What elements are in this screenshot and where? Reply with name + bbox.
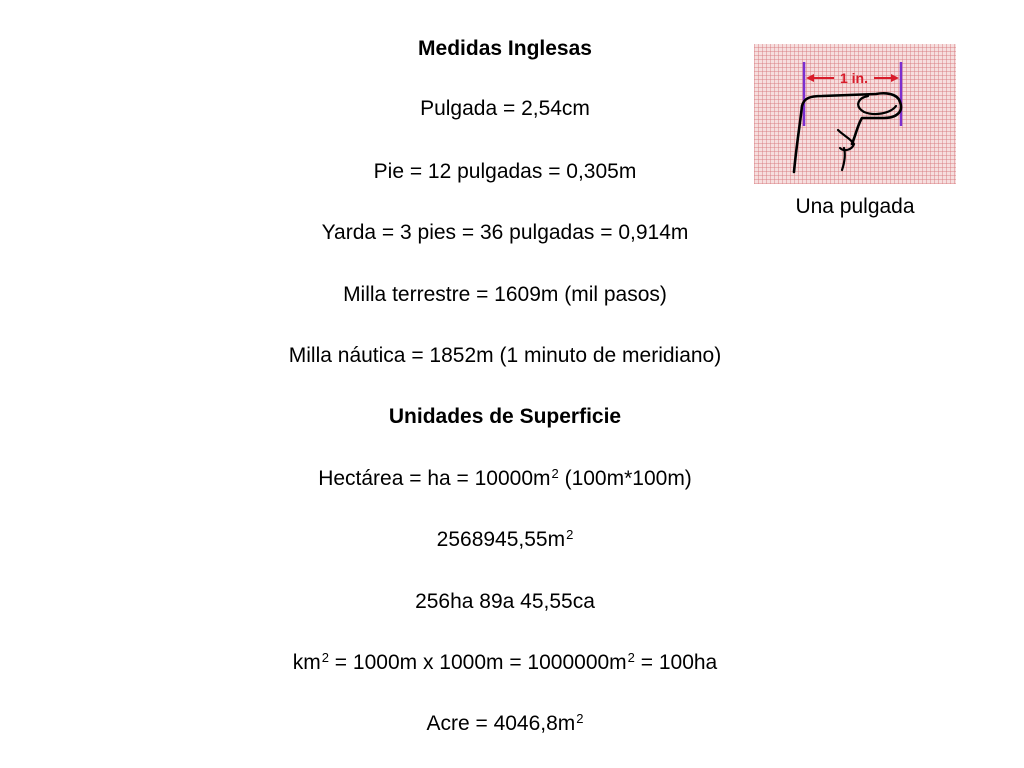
hectare-note: (100m*100m) <box>558 467 692 490</box>
km2-exponent: 2 <box>321 650 329 665</box>
line-area-value <box>0 527 1010 553</box>
heading-english-units: Medidas Inglesas <box>418 37 592 60</box>
km2-equation: = 1000m x 1000m = 1000000m <box>328 651 627 674</box>
line-hectare <box>0 466 1010 492</box>
area-value-text: 2568945,55m <box>436 528 566 551</box>
line-nautical-mile: Milla náutica = 1852m (1 minuto de meridiano) <box>288 344 722 367</box>
km2-result-exponent: 2 <box>627 650 635 665</box>
thumb-width-illustration-icon <box>754 44 956 184</box>
line-foot: Pie = 12 pulgadas = 0,305m <box>373 160 637 183</box>
acre-exponent: 2 <box>576 711 584 726</box>
acre-text: Acre = 4046,8m <box>426 712 576 735</box>
line-area-breakdown: 256ha 89a 45,55ca <box>415 590 595 613</box>
figure-caption: Una pulgada <box>795 195 915 218</box>
km2-unit: km <box>292 651 321 674</box>
area-value-exponent: 2 <box>566 527 574 542</box>
line-yard: Yarda = 3 pies = 36 pulgadas = 0,914m <box>321 221 689 244</box>
hectare-exponent: 2 <box>551 466 559 481</box>
line-acre <box>0 711 1010 737</box>
line-land-mile: Milla terrestre = 1609m (mil pasos) <box>343 283 667 306</box>
heading-surface-units: Unidades de Superficie <box>388 405 622 428</box>
inch-thumb-figure <box>754 44 956 184</box>
line-square-km <box>0 650 1010 676</box>
line-inch: Pulgada = 2,54cm <box>420 97 590 120</box>
km2-hectares: = 100ha <box>634 651 718 674</box>
hectare-text: Hectárea = ha = 10000m <box>318 467 551 490</box>
measure-label: 1 in. <box>839 70 869 86</box>
